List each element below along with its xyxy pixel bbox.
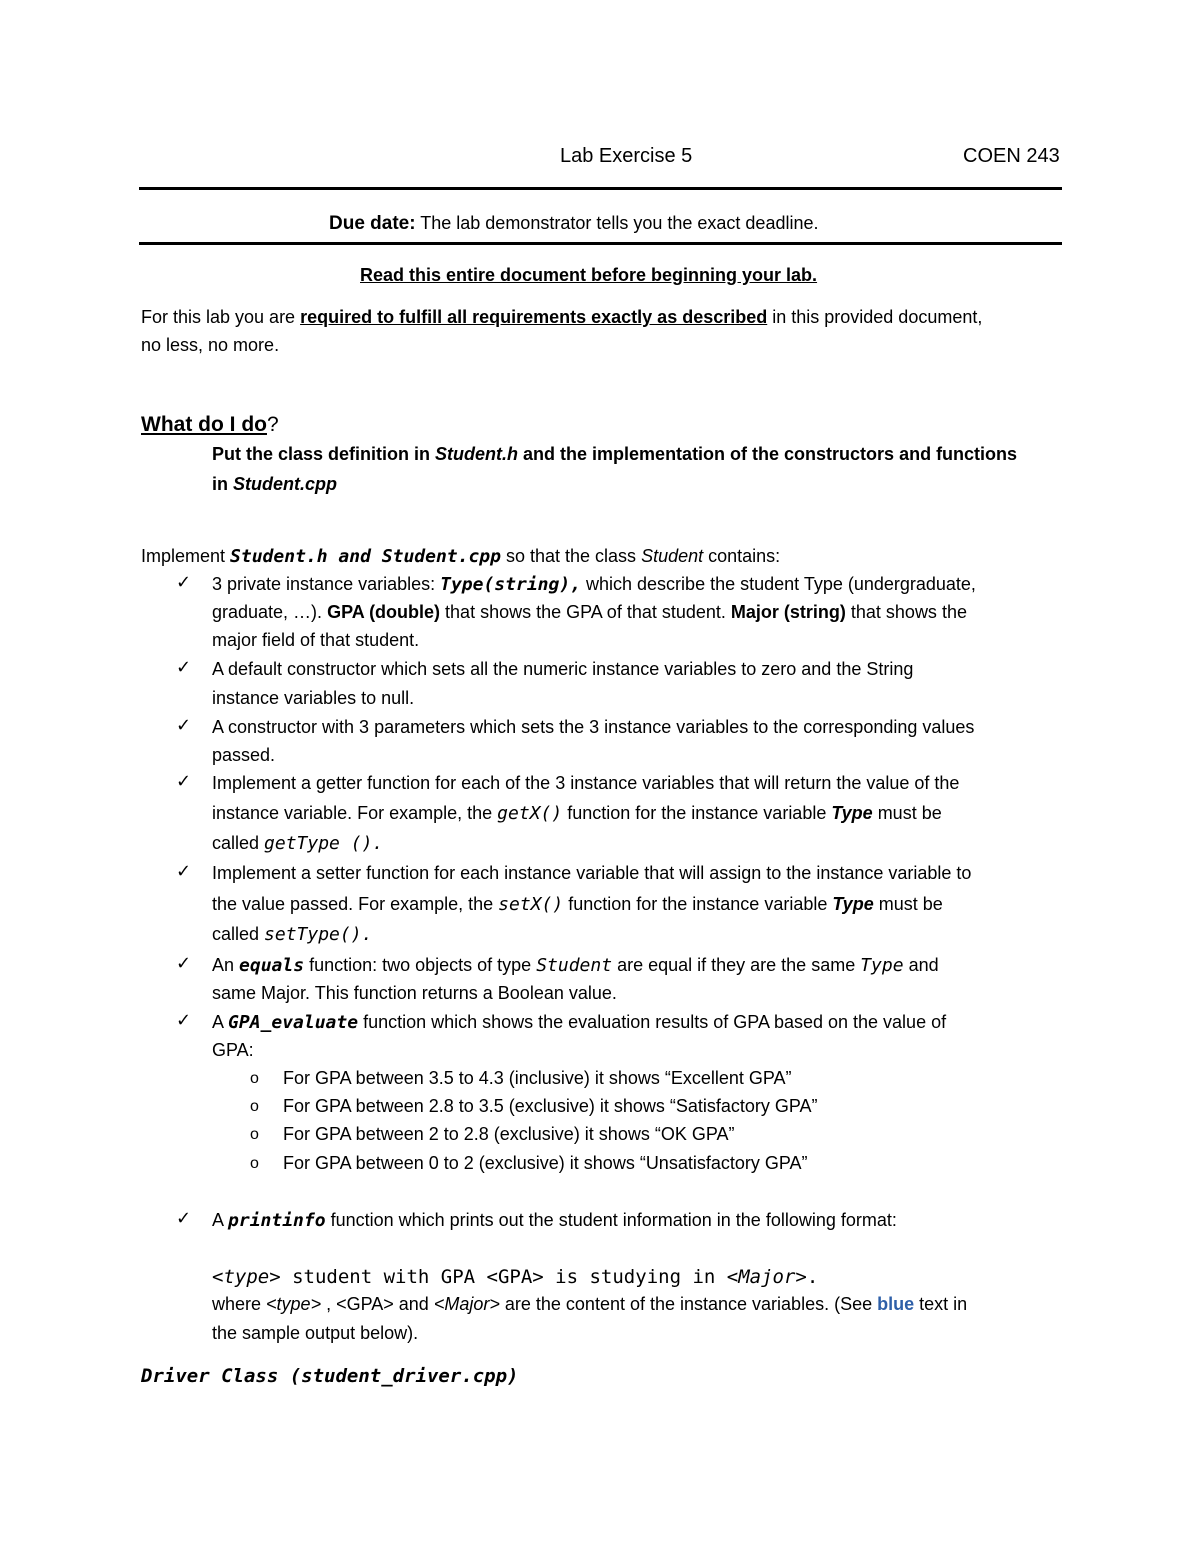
req3-line-2: passed. xyxy=(212,745,276,765)
req8-code: printinfo xyxy=(228,1210,326,1231)
req7-line-1 xyxy=(212,1011,946,1034)
format-mid: student with GPA <GPA> is studying in xyxy=(280,1266,727,1288)
format-end: . xyxy=(806,1266,819,1288)
put-file-cpp: Student.cpp xyxy=(233,474,337,494)
req5-a: the value passed. For example, the xyxy=(212,894,499,914)
put-text-c: in xyxy=(212,474,233,494)
gpa-range-ok: For GPA between 2 to 2.8 (exclusive) it shows “OK GPA” xyxy=(283,1124,735,1144)
impl-mid: so that the class xyxy=(500,546,642,566)
put-text-a: Put the class definition in xyxy=(212,444,436,464)
due-date-label: Due date: xyxy=(329,213,416,234)
req6-type: Type xyxy=(860,955,904,976)
intro-emphasis: required to fulfill all requirements exactly as described xyxy=(300,307,768,327)
req3-line-1: A constructor with 3 parameters which sets the 3 instance variables to the corresponding values xyxy=(212,717,975,737)
where-d: text in xyxy=(914,1294,968,1314)
req5-d: called xyxy=(212,924,265,944)
req7-b: function which shows the evaluation results of GPA based on the value of xyxy=(358,1012,947,1032)
req5-setter: setType(). xyxy=(264,924,373,945)
where-line-2: the sample output below). xyxy=(212,1323,419,1343)
req4-code: getX() xyxy=(497,803,563,824)
put-line-1 xyxy=(212,443,1017,465)
req1-major: Major (string) xyxy=(730,602,846,622)
check-icon: ✓ xyxy=(176,771,192,792)
sub-bullet: o xyxy=(250,1126,259,1143)
req2-line-1: A default constructor which sets all the numeric instance variables to zero and the String xyxy=(212,659,914,679)
impl-post: contains: xyxy=(703,546,781,566)
gpa-range-satisfactory: For GPA between 2.8 to 3.5 (exclusive) it shows “Satisfactory GPA” xyxy=(283,1096,818,1116)
req1-a: 3 private instance variables: xyxy=(212,574,441,594)
req7-a: A xyxy=(212,1012,229,1032)
due-date-text: The lab demonstrator tells you the exact deadline. xyxy=(415,213,819,233)
what-heading-text: What do I do xyxy=(141,413,267,436)
check-icon: ✓ xyxy=(176,1010,192,1031)
req7-line-2: GPA: xyxy=(212,1040,254,1060)
sub-bullet: o xyxy=(250,1155,259,1172)
put-line-2 xyxy=(212,473,337,495)
due-rule xyxy=(139,242,1062,245)
req5-type: Type xyxy=(832,894,874,914)
where-b: , <GPA> and xyxy=(321,1294,434,1314)
req8-line-1 xyxy=(212,1209,897,1232)
impl-class: Student xyxy=(641,546,704,566)
req5-c: must be xyxy=(873,894,943,914)
where-a: where xyxy=(212,1294,267,1314)
header-rule xyxy=(139,187,1062,190)
req1-line-2 xyxy=(212,601,967,623)
intro-pre: For this lab you are xyxy=(141,307,301,327)
intro-line-1 xyxy=(141,306,982,328)
req6-line-1 xyxy=(212,954,939,977)
put-file-h: Student.h xyxy=(435,444,519,464)
impl-code: Student.h and Student.cpp xyxy=(230,546,501,567)
req2-line-2: instance variables to null. xyxy=(212,688,415,708)
put-text-b: and the implementation of the constructors and functions xyxy=(518,444,1018,464)
req4-b: function for the instance variable xyxy=(562,803,832,823)
check-icon: ✓ xyxy=(176,861,192,882)
req5-line-3 xyxy=(212,923,372,946)
req4-line-2 xyxy=(212,802,942,825)
req6-class: Student xyxy=(536,955,613,976)
req5-line-1: Implement a setter function for each instance variable that will assign to the instance variable to xyxy=(212,863,972,883)
format-major: <Major> xyxy=(726,1266,807,1288)
req5-code: setX() xyxy=(498,894,564,915)
req1-e: that shows the xyxy=(845,602,967,622)
gpa-range-unsatisfactory: For GPA between 0 to 2 (exclusive) it shows “Unsatisfactory GPA” xyxy=(283,1153,808,1173)
req1-b: which describe the student Type (undergraduate, xyxy=(581,574,976,594)
where-major: <Major> xyxy=(433,1294,500,1314)
implement-line xyxy=(141,545,780,568)
req6-line-2: same Major. This function returns a Boolean value. xyxy=(212,983,617,1003)
sub-bullet: o xyxy=(250,1098,259,1115)
req5-b: function for the instance variable xyxy=(563,894,833,914)
req4-c: must be xyxy=(872,803,942,823)
lab-title: Lab Exercise 5 xyxy=(560,145,693,167)
driver-class-heading: Driver Class (student_driver.cpp) xyxy=(141,1365,519,1387)
req4-getter: getType (). xyxy=(264,833,384,854)
req4-type: Type xyxy=(831,803,873,823)
req6-b: function: two objects of type xyxy=(304,955,537,975)
where-type: <type> xyxy=(266,1294,322,1314)
req4-line-1: Implement a getter function for each of the 3 instance variables that will return the value of the xyxy=(212,773,960,793)
where-line-1 xyxy=(212,1293,967,1315)
gpa-range-excellent: For GPA between 3.5 to 4.3 (inclusive) it shows “Excellent GPA” xyxy=(283,1068,792,1088)
req6-a: An xyxy=(212,955,240,975)
impl-pre: Implement xyxy=(141,546,231,566)
req4-d: called xyxy=(212,833,265,853)
read-notice: Read this entire document before beginning your lab. xyxy=(360,265,818,285)
sub-bullet: o xyxy=(250,1070,259,1087)
check-icon: ✓ xyxy=(176,715,192,736)
req4-a: instance variable. For example, the xyxy=(212,803,498,823)
what-heading xyxy=(141,412,279,438)
check-icon: ✓ xyxy=(176,572,192,593)
req4-line-3 xyxy=(212,832,383,855)
req7-code: GPA_evaluate xyxy=(228,1012,359,1033)
req1-gpa: GPA (double) xyxy=(327,602,441,622)
req8-b: function which prints out the student information in the following format: xyxy=(325,1210,897,1230)
req1-d: that shows the GPA of that student. xyxy=(440,602,731,622)
intro-line-2: no less, no more. xyxy=(141,335,280,355)
print-format xyxy=(212,1265,818,1289)
course-code: COEN 243 xyxy=(963,145,1060,167)
req6-code: equals xyxy=(239,955,305,976)
what-heading-qmark: ? xyxy=(266,413,279,436)
req5-line-2 xyxy=(212,893,943,916)
req1-code: Type(string), xyxy=(440,574,582,595)
format-type: <type> xyxy=(212,1266,281,1288)
req8-a: A xyxy=(212,1210,229,1230)
req6-d: and xyxy=(903,955,939,975)
due-date-line xyxy=(329,212,819,235)
check-icon: ✓ xyxy=(176,1208,192,1229)
req1-line-3: major field of that student. xyxy=(212,630,420,650)
check-icon: ✓ xyxy=(176,657,192,678)
req1-c: graduate, …). xyxy=(212,602,328,622)
req6-c: are equal if they are the same xyxy=(612,955,861,975)
intro-post: in this provided document, xyxy=(767,307,983,327)
req1-line-1 xyxy=(212,573,976,596)
where-blue: blue xyxy=(877,1294,915,1314)
where-c: are the content of the instance variables. (See xyxy=(499,1294,878,1314)
check-icon: ✓ xyxy=(176,953,192,974)
